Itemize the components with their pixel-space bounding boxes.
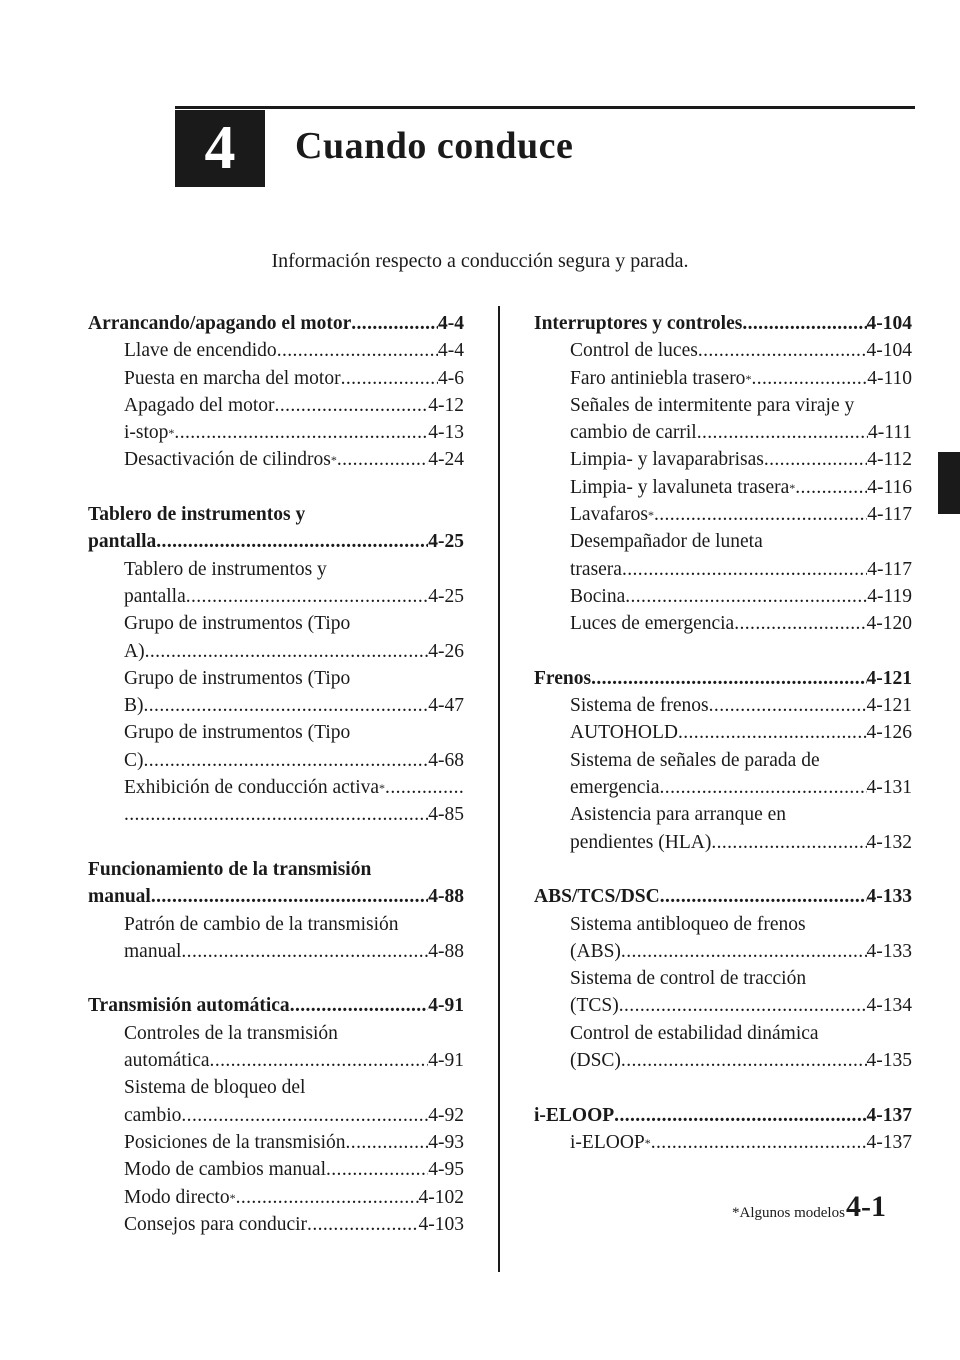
toc-entry[interactable]: Desactivación de cilindros * ..... 4-24 <box>88 446 464 473</box>
dot-leader <box>124 801 428 828</box>
toc-entry-line-text: Grupo de instrumentos (Tipo <box>124 722 351 744</box>
toc-entry-line <box>88 911 464 938</box>
toc-entry-label: Modo directo <box>124 1186 230 1208</box>
toc-entry[interactable] <box>534 774 912 801</box>
dot-leader <box>651 1129 867 1156</box>
section-title-label: Frenos <box>534 667 592 689</box>
toc-entry-page: 4-135 <box>866 1050 912 1072</box>
toc-entry-page: 4-68 <box>428 749 464 771</box>
toc-entry-line <box>88 719 464 746</box>
dot-leader <box>654 501 867 528</box>
dot-leader <box>174 419 428 446</box>
section-title-label: pantalla <box>88 531 157 553</box>
toc-entry[interactable]: Faro antiniebla trasero * ..... 4-110 <box>534 365 912 392</box>
section-title[interactable] <box>534 665 912 692</box>
toc-entry-page: 4-137 <box>866 1131 912 1153</box>
dot-leader <box>277 337 438 364</box>
toc-section <box>534 310 912 638</box>
toc-entry-label: Desactivación de cilindros <box>124 449 331 471</box>
toc-entry-label: Limpia- y lavaparabrisas <box>570 449 764 471</box>
toc-entry-line <box>534 528 912 555</box>
toc-entry[interactable] <box>534 992 912 1019</box>
toc-entry[interactable] <box>88 938 464 965</box>
section-title-label: ABS/TCS/DSC <box>534 886 660 908</box>
toc-entry-label: AUTOHOLD <box>570 722 678 744</box>
dot-leader <box>144 692 429 719</box>
toc-entry-label: pendientes (HLA) <box>570 831 712 853</box>
section-title-line-text: Tablero de instrumentos y <box>88 504 306 526</box>
toc-entry[interactable] <box>88 1156 464 1183</box>
toc-entry-line <box>88 1074 464 1101</box>
toc-entry-page: 4-119 <box>867 585 912 607</box>
section-title-page: 4-25 <box>428 531 464 553</box>
toc-entry[interactable] <box>88 1102 464 1129</box>
dot-leader <box>144 747 429 774</box>
toc-entry-label: A) <box>124 640 145 662</box>
dot-leader <box>385 774 464 801</box>
dot-leader <box>351 310 438 337</box>
dot-leader <box>210 1047 429 1074</box>
toc-entry-line <box>88 556 464 583</box>
section-title-page: 4-88 <box>428 886 464 908</box>
toc-entry-line-text: Grupo de instrumentos (Tipo <box>124 667 351 689</box>
toc-entry-page: 4-85 <box>428 804 464 826</box>
toc-entry-line-text: Controles de la transmisión <box>124 1022 338 1044</box>
toc-entry[interactable] <box>88 638 464 665</box>
dot-leader <box>764 446 867 473</box>
toc-entry-label: Consejos para conducir <box>124 1213 308 1235</box>
toc-left-column <box>88 310 464 1265</box>
toc-entry-label: pantalla <box>124 585 186 607</box>
section-title-line <box>88 856 464 883</box>
toc-entry-label: B) <box>124 695 144 717</box>
toc-entry[interactable] <box>534 337 912 364</box>
toc-entry-page: 4-6 <box>438 367 464 389</box>
toc-entry[interactable] <box>534 719 912 746</box>
toc-entry[interactable] <box>534 556 912 583</box>
toc-entry[interactable] <box>534 610 912 637</box>
dot-leader <box>622 556 867 583</box>
section-title[interactable] <box>88 992 464 1019</box>
toc-right-column <box>534 310 912 1184</box>
toc-entry-line <box>88 1020 464 1047</box>
toc-entry[interactable] <box>88 747 464 774</box>
dot-leader <box>751 365 867 392</box>
toc-entry-page: 4-132 <box>866 831 912 853</box>
toc-entry-line <box>534 392 912 419</box>
toc-entry-page: 4-95 <box>428 1159 464 1181</box>
toc-entry-label: Bocina <box>570 585 626 607</box>
toc-entry[interactable] <box>88 583 464 610</box>
toc-section <box>534 1102 912 1157</box>
toc-entry-page: 4-93 <box>428 1131 464 1153</box>
toc-entry-label: i-ELOOP <box>570 1131 645 1153</box>
toc-entry-line-text: Sistema de bloqueo del <box>124 1077 306 1099</box>
section-title[interactable] <box>88 528 464 555</box>
dot-leader <box>698 337 867 364</box>
dot-leader <box>709 692 867 719</box>
toc-entry-line-text: Exhibición de conducción activa <box>124 777 380 799</box>
section-title-page: 4-137 <box>866 1104 912 1126</box>
toc-entry-label: Sistema de frenos <box>570 695 709 717</box>
toc-entry-page: 4-134 <box>866 995 912 1017</box>
toc-entry-label: Posiciones de la transmisión <box>124 1131 346 1153</box>
toc-section <box>534 665 912 856</box>
toc-entry-line <box>534 1020 912 1047</box>
toc-entry[interactable]: i-ELOOP * ..... 4-137 <box>534 1129 912 1156</box>
toc-entry-page: 4-88 <box>428 940 464 962</box>
toc-entry[interactable] <box>88 337 464 364</box>
dot-leader <box>619 992 867 1019</box>
section-title-label: Transmisión automática <box>88 995 290 1017</box>
dot-leader <box>236 1184 419 1211</box>
dot-leader <box>307 1211 418 1238</box>
toc-entry-label: Luces de emergencia <box>570 613 735 635</box>
toc-entry[interactable] <box>534 419 912 446</box>
toc-entry-page: 4-133 <box>866 940 912 962</box>
dot-leader <box>186 583 429 610</box>
toc-entry[interactable]: Limpia- y lavaluneta trasera * ..... 4-116 <box>534 474 912 501</box>
toc-entry-page: 4-47 <box>428 695 464 717</box>
dot-leader <box>181 1102 428 1129</box>
chapter-number: 4 <box>204 114 236 182</box>
toc-entry[interactable] <box>88 392 464 419</box>
dot-leader <box>660 883 867 910</box>
dot-leader <box>678 719 867 746</box>
toc-entry-line: Exhibición de conducción activa * ..... <box>88 774 464 801</box>
dot-leader <box>337 446 428 473</box>
dot-leader <box>156 528 428 555</box>
toc-entry[interactable] <box>88 1129 464 1156</box>
section-title[interactable] <box>534 1102 912 1129</box>
toc-entry-line <box>88 610 464 637</box>
section-title-line-text: Funcionamiento de la transmisión <box>88 858 372 880</box>
toc-entry-label: Control de luces <box>570 340 698 362</box>
section-title-line <box>88 501 464 528</box>
toc-entry-page: 4-103 <box>418 1213 464 1235</box>
toc-entry-page: 4-25 <box>428 585 464 607</box>
toc-entry[interactable] <box>88 1047 464 1074</box>
toc-entry-line-text: Sistema de señales de parada de <box>570 749 820 771</box>
toc-entry-line <box>534 965 912 992</box>
toc-entry-page: 4-111 <box>867 422 912 444</box>
toc-entry[interactable] <box>88 1211 464 1238</box>
chapter-side-tab <box>938 452 960 514</box>
toc-entry[interactable] <box>534 1047 912 1074</box>
section-title[interactable] <box>534 883 912 910</box>
dot-leader <box>326 1156 428 1183</box>
section-title[interactable] <box>534 310 912 337</box>
section-title-label: manual <box>88 886 151 908</box>
dot-leader <box>795 474 867 501</box>
toc-entry-label: Lavafaros <box>570 504 648 526</box>
footnote: *Algunos modelos <box>732 1205 845 1221</box>
toc-entry-line <box>88 665 464 692</box>
toc-entry-label: cambio <box>124 1104 182 1126</box>
toc-entry-label: Apagado del motor <box>124 394 275 416</box>
toc-section <box>88 856 464 965</box>
toc-entry-page: 4-110 <box>867 367 912 389</box>
section-title-label: Arrancando/apagando el motor <box>88 313 352 334</box>
dot-leader <box>145 638 429 665</box>
toc-entry-label: trasera <box>570 558 622 580</box>
toc-entry[interactable]: Modo directo * ..... 4-102 <box>88 1184 464 1211</box>
toc-entry-page: 4-131 <box>866 777 912 799</box>
toc-entry[interactable] <box>534 692 912 719</box>
toc-entry-label: C) <box>124 749 144 771</box>
toc-entry-page: 4-117 <box>867 504 912 526</box>
toc-entry-page: 4-24 <box>428 449 464 471</box>
toc-entry-label: (DSC) <box>570 1050 621 1072</box>
toc-entry-page: 4-126 <box>866 722 912 744</box>
chapter-title: Cuando conduce <box>295 125 574 167</box>
toc-entry-line-text: Asistencia para arranque en <box>570 804 787 826</box>
toc-entry-label: automática <box>124 1050 210 1072</box>
dot-leader <box>341 365 438 392</box>
section-title-page: 4-91 <box>428 995 464 1017</box>
dot-leader <box>660 774 867 801</box>
toc-entry-label: Modo de cambios manual <box>124 1159 326 1181</box>
toc-entry-page: 4-102 <box>418 1186 464 1208</box>
toc-entry[interactable] <box>534 938 912 965</box>
toc-entry[interactable] <box>534 583 912 610</box>
dot-leader <box>621 938 867 965</box>
dot-leader <box>591 665 866 692</box>
chapter-subtitle: Información respecto a conducción segura y parada. <box>271 250 689 272</box>
toc-entry-page: 4-112 <box>867 449 912 471</box>
section-title-page: 4-133 <box>866 886 912 908</box>
toc-entry[interactable]: i-stop * ..... 4-13 <box>88 419 464 446</box>
dot-leader <box>697 419 868 446</box>
dot-leader <box>275 392 429 419</box>
toc-entry-page: 4-117 <box>867 558 912 580</box>
toc-section <box>534 883 912 1074</box>
dot-leader <box>711 829 866 856</box>
toc-section <box>88 310 464 474</box>
toc-entry-label: Llave de encendido <box>124 340 277 362</box>
chapter-number-box <box>175 110 265 187</box>
section-title-label: Interruptores y controles <box>534 313 743 334</box>
toc-entry-line-text: Desempañador de luneta <box>570 531 763 553</box>
toc-entry-label: Limpia- y lavaluneta trasera <box>570 476 790 498</box>
chapter-header-rule <box>175 106 915 109</box>
toc-entry-line-text: Patrón de cambio de la transmisión <box>124 913 399 935</box>
toc-entry[interactable] <box>534 829 912 856</box>
section-title-label: i-ELOOP <box>534 1104 615 1126</box>
dot-leader <box>346 1129 429 1156</box>
toc-entry-label: Faro antiniebla trasero <box>570 367 746 389</box>
toc-entry[interactable] <box>88 692 464 719</box>
dot-leader <box>625 583 867 610</box>
toc-section <box>88 992 464 1238</box>
toc-entry[interactable]: Lavafaros * ..... 4-117 <box>534 501 912 528</box>
toc-entry-line-text: Sistema antibloqueo de frenos <box>570 913 806 935</box>
toc-entry-label: emergencia <box>570 777 660 799</box>
toc-entry-page: 4-104 <box>866 340 912 362</box>
toc-entry[interactable] <box>534 446 912 473</box>
toc-entry-line-text: Señales de intermitente para viraje y <box>570 394 855 416</box>
toc-section <box>88 501 464 829</box>
toc-entry-label: manual <box>124 940 182 962</box>
toc-entry[interactable] <box>88 365 464 392</box>
toc-entry-label: (ABS) <box>570 940 621 962</box>
toc-entry-page: 4-120 <box>866 613 912 635</box>
toc-entry-label: (TCS) <box>570 995 619 1017</box>
dot-leader <box>181 938 428 965</box>
toc-entry-page: 4-26 <box>428 640 464 662</box>
toc-entry-line-text: Tablero de instrumentos y <box>124 558 327 580</box>
dot-leader <box>621 1047 867 1074</box>
dot-leader <box>734 610 866 637</box>
toc-entry-line-text: Control de estabilidad dinámica <box>570 1022 819 1044</box>
section-title-page: 4-104 <box>866 313 912 334</box>
dot-leader <box>614 1102 866 1129</box>
section-title[interactable] <box>88 883 464 910</box>
toc-entry-line <box>534 747 912 774</box>
toc-entry-line <box>534 801 912 828</box>
toc-entry-line-text: Sistema de control de tracción <box>570 968 807 990</box>
toc-entry-page: 4-116 <box>867 476 912 498</box>
section-title[interactable] <box>88 310 464 337</box>
toc-entry-line-text: Grupo de instrumentos (Tipo <box>124 613 351 635</box>
column-divider <box>498 306 500 1272</box>
section-title-page: 4-121 <box>866 667 912 689</box>
section-title-page: 4-4 <box>438 313 464 334</box>
toc-entry-line <box>534 911 912 938</box>
dot-leader <box>151 883 428 910</box>
page-number: 4-1 <box>846 1190 886 1223</box>
toc-entry-label: i-stop <box>124 422 169 444</box>
toc-entry-page: 4-4 <box>438 340 464 362</box>
dot-leader <box>290 992 429 1019</box>
toc-entry-page: 4-92 <box>428 1104 464 1126</box>
toc-entry-page: 4-12 <box>428 394 464 416</box>
toc-entry-page: 4-13 <box>428 422 464 444</box>
toc-entry-page: 4-91 <box>428 1050 464 1072</box>
dot-leader <box>742 310 866 337</box>
toc-entry[interactable] <box>88 801 464 828</box>
toc-entry-label: Puesta en marcha del motor <box>124 367 341 389</box>
toc-entry-page: 4-121 <box>866 695 912 717</box>
toc-entry-label: cambio de carril <box>570 422 697 444</box>
